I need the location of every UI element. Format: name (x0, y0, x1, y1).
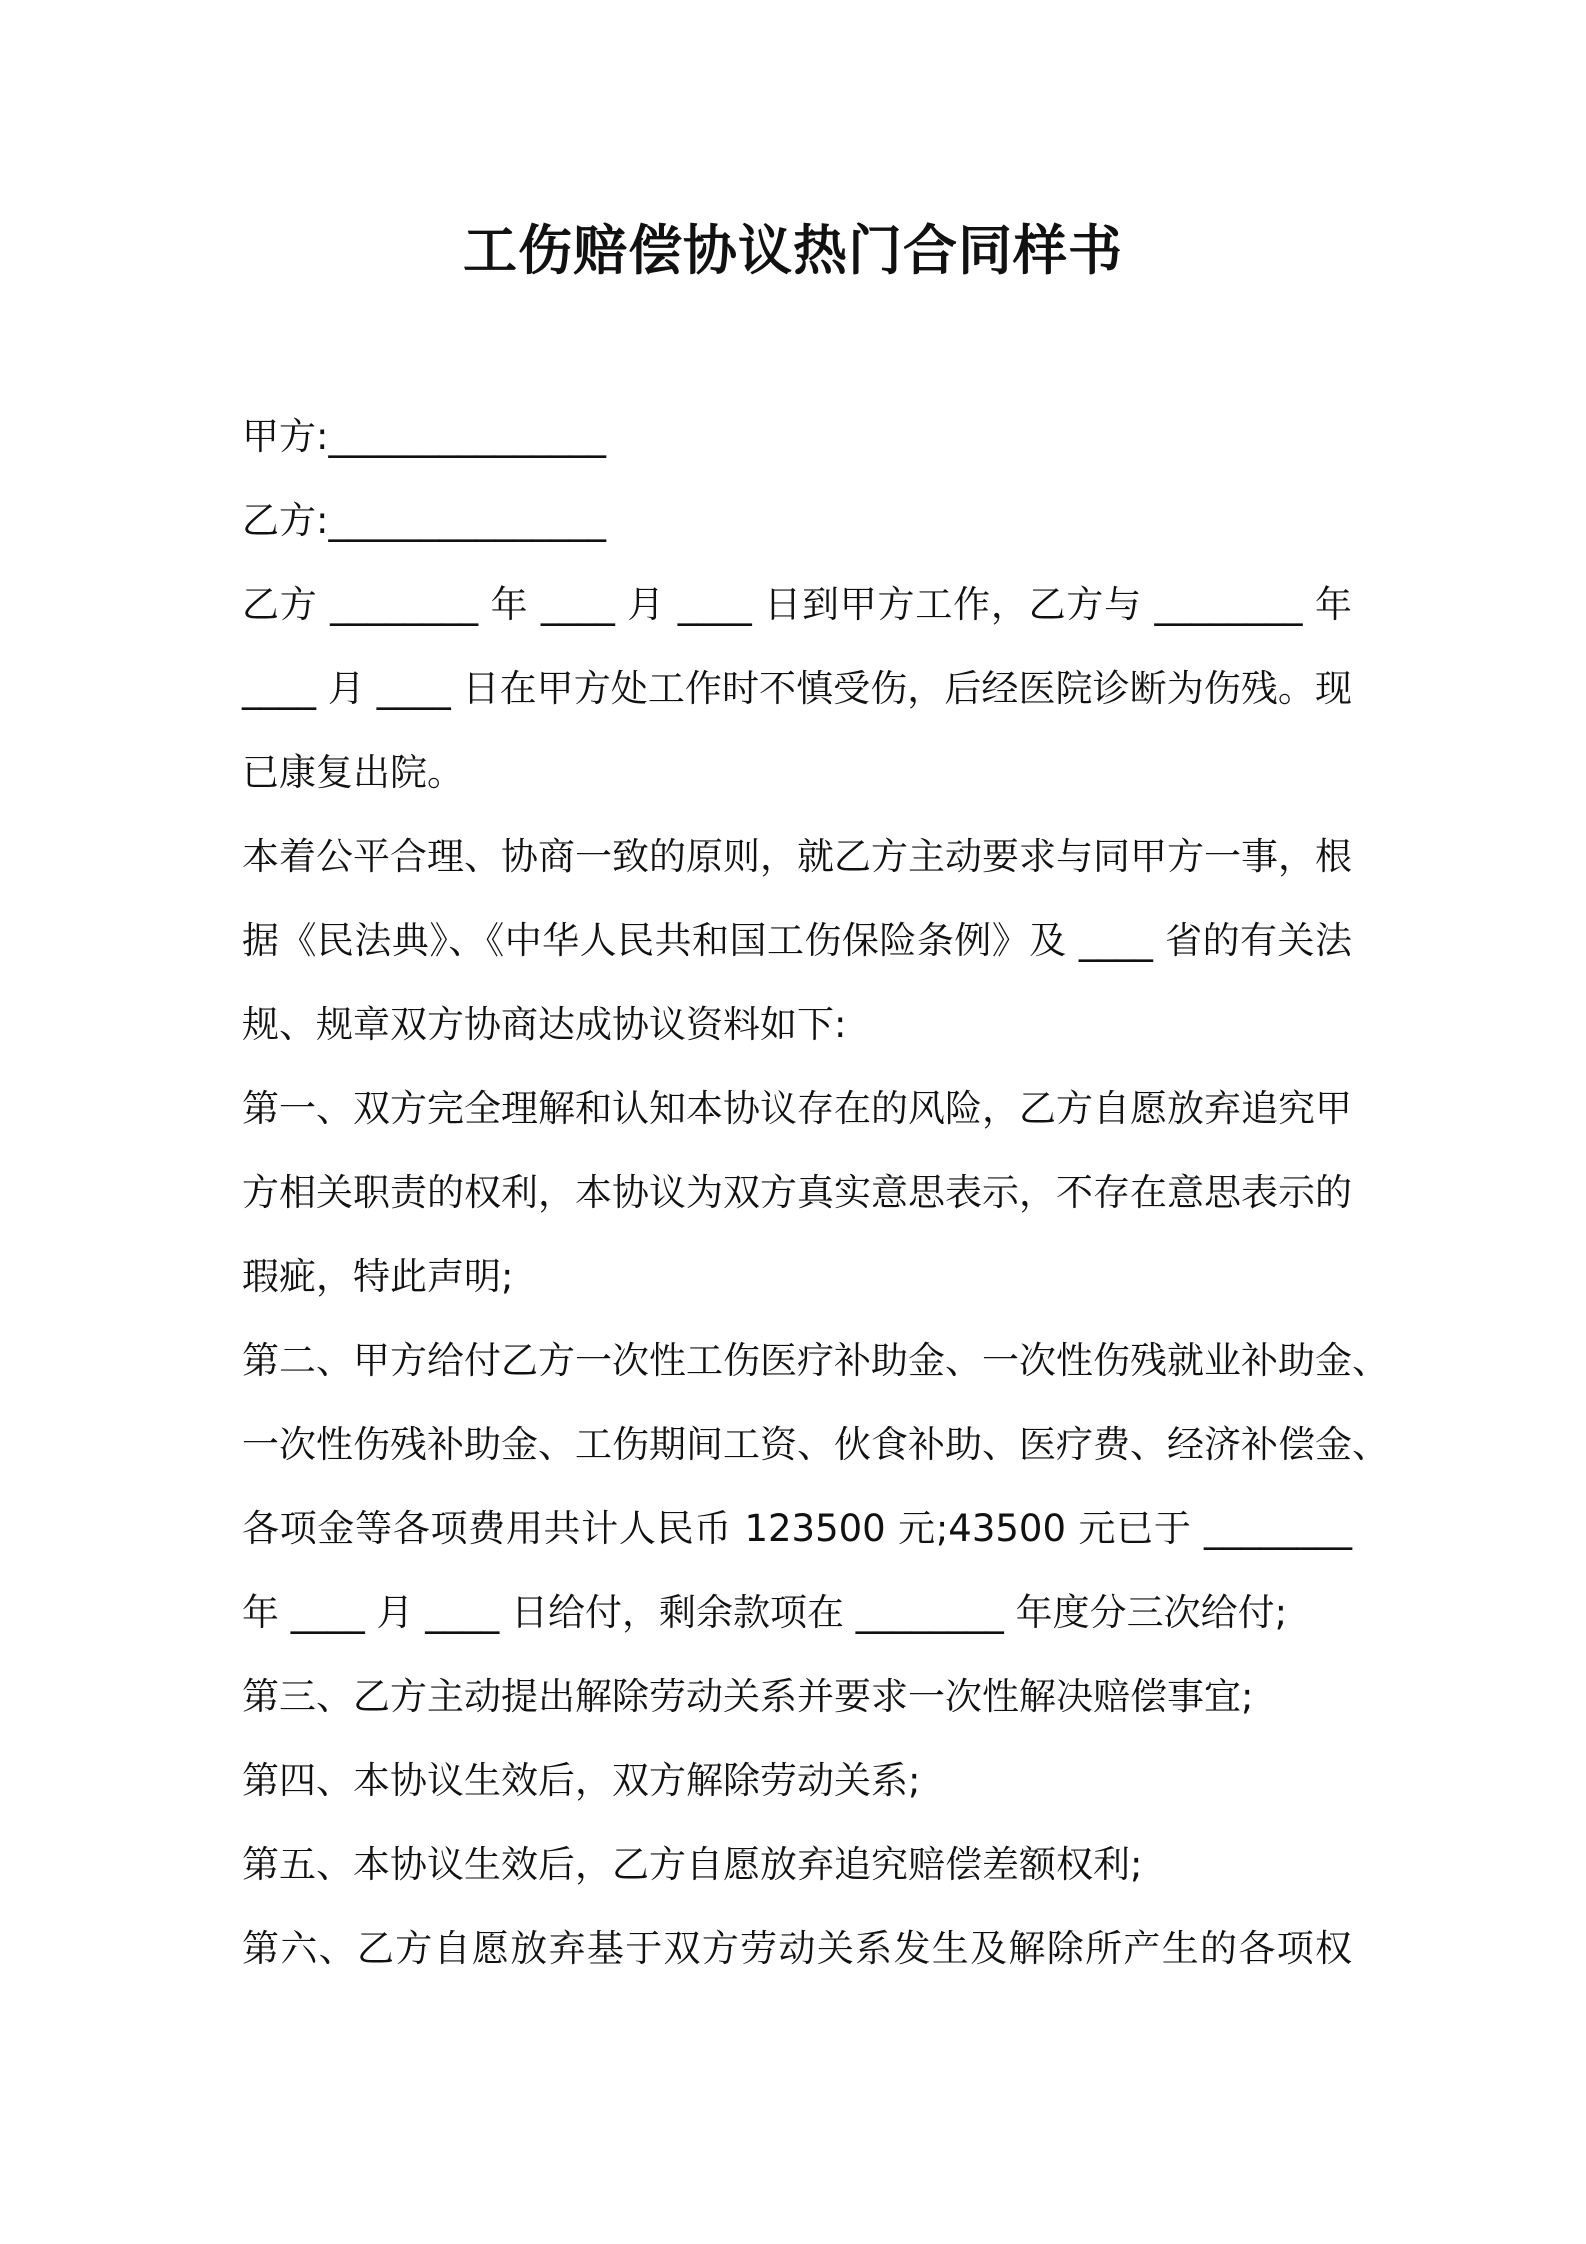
clause-line: 第五、本协议生效后，乙方自愿放弃追究赔偿差额权利; (242, 1843, 1143, 1886)
paragraph-line: 据《民法典》、《中华人民共和国工伤保险条例》及 ____ 省的有关法 (242, 919, 1352, 962)
paragraph-line: 本着公平合理、协商一致的原则，就乙方主动要求与同甲方一事，根 (242, 835, 1352, 878)
clause-line: 各项金等各项费用共计人民币 123500 元;43500 元已于 ________ (242, 1507, 1352, 1550)
document-title: 工伤赔偿协议热门合同样书 (463, 219, 1123, 282)
clause-line: 第二、甲方给付乙方一次性工伤医疗补助金、一次性伤残就业补助金、 (242, 1339, 1389, 1382)
clause-line: 瑕疵，特此声明; (242, 1255, 514, 1298)
paragraph-line: 规、规章双方协商达成协议资料如下: (242, 1003, 847, 1046)
clause-line: 方相关职责的权利，本协议为双方真实意思表示，不存在意思表示的 (242, 1171, 1352, 1214)
clause-line: 第六、乙方自愿放弃基于双方劳动关系发生及解除所产生的各项权 (242, 1927, 1352, 1970)
party-a-line: 甲方:_______________ (242, 415, 606, 458)
paragraph-line: 乙方 ________ 年 ____ 月 ____ 日到甲方工作，乙方与 ________ 年 (242, 583, 1352, 626)
party-b-line: 乙方:_______________ (242, 499, 606, 542)
paragraph-line: 已康复出院。 (242, 751, 464, 794)
clause-line: 一次性伤残补助金、工伤期间工资、伙食补助、医疗费、经济补偿金、 (242, 1423, 1389, 1466)
clause-line: 第三、乙方主动提出解除劳动关系并要求一次性解决赔偿事宜; (242, 1675, 1254, 1718)
clause-line: 第四、本协议生效后，双方解除劳动关系; (242, 1759, 921, 1802)
clause-line: 第一、双方完全理解和认知本协议存在的风险，乙方自愿放弃追究甲 (242, 1087, 1352, 1130)
clause-line: 年 ____ 月 ____ 日给付，剩余款项在 ________ 年度分三次给付; (242, 1591, 1288, 1634)
paragraph-line: ____ 月 ____ 日在甲方处工作时不慎受伤，后经医院诊断为伤残。现 (242, 667, 1352, 710)
